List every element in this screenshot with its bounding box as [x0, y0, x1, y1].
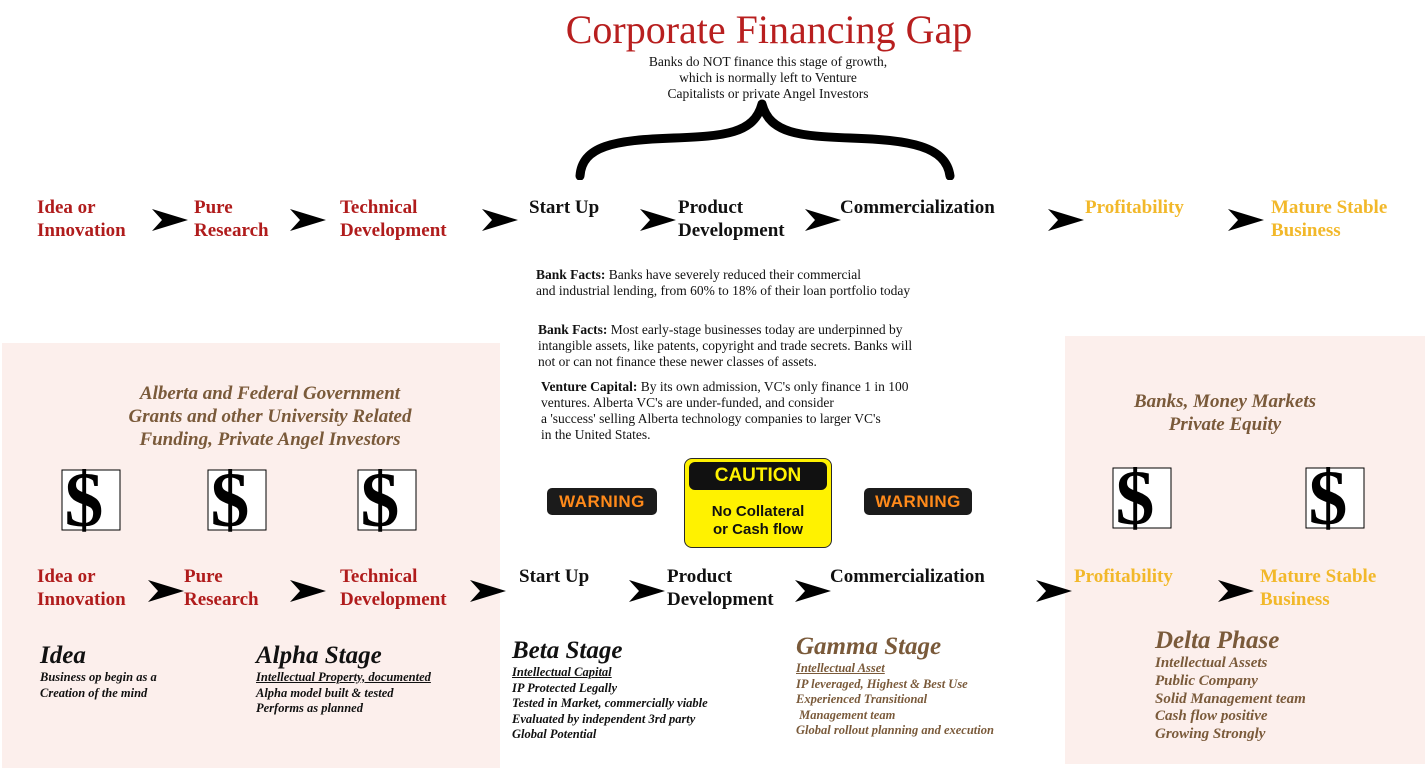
bank-fact-1 [536, 267, 1056, 299]
bottom-stage-commercialization: Commercialization [830, 566, 985, 587]
warning-sign-right: WARNING [864, 488, 972, 515]
stage-label: Business [1260, 589, 1330, 610]
subtitle-line: which is normally left to Venture [679, 70, 857, 85]
subtitle-line: Banks do NOT finance this stage of growth, [648, 54, 888, 69]
phase-line: Cash flow positive [1155, 708, 1268, 725]
bottom-stage-mature [1260, 565, 1376, 611]
top-stage-profitability: Profitability [1085, 197, 1184, 218]
phase-line: Evaluated by independent 3rd party [512, 711, 696, 726]
stage-label: Mature Stable [1260, 566, 1377, 587]
phase-line: Solid Management team [1155, 690, 1306, 707]
stage-label: Development [340, 220, 447, 241]
top-stage-commercialization: Commercialization [840, 197, 995, 218]
top-stage-technical [340, 196, 447, 242]
chevron-arrow-icon [629, 580, 665, 602]
chevron-arrow-icon [1036, 580, 1072, 602]
phase-line: Tested in Market, commercially viable [512, 696, 708, 710]
fact-text: Banks have severely reduced their commercial [605, 267, 862, 282]
caution-sign [684, 458, 832, 548]
dollar-sign-icon [1288, 460, 1368, 542]
caution-line: or Cash flow [712, 521, 803, 538]
fact-label: Bank Facts: [538, 322, 608, 337]
phase-line: Intellectual Asset [796, 661, 885, 675]
subtitle [568, 54, 968, 102]
phase-delta [1155, 627, 1306, 744]
stage-label: Idea or [37, 566, 96, 587]
fact-text: intangible assets, like patents, copyright and trade secrets. Banks will [538, 338, 913, 353]
top-stage-research [194, 196, 269, 242]
phase-line: Intellectual Assets [1155, 655, 1268, 671]
stage-label: Idea or [37, 197, 96, 218]
funding-line: Private Equity [1168, 414, 1282, 435]
fact-text: not or can not finance these newer classes of assets. [538, 354, 817, 369]
stage-label: Development [678, 220, 785, 241]
phase-title: Idea [40, 642, 86, 669]
bottom-stage-profitability: Profitability [1074, 566, 1173, 587]
svg-text:$: $ [210, 462, 250, 543]
bottom-stage-startup: Start Up [519, 566, 590, 587]
phase-line: Intellectual Property, documented [256, 670, 431, 684]
top-stage-mature [1271, 196, 1387, 242]
top-stage-startup: Start Up [529, 197, 600, 218]
stage-label: Innovation [37, 220, 126, 241]
phase-line: IP leveraged, Highest & Best Use [796, 676, 968, 691]
fact-text: ventures. Alberta VC's are under-funded, and consider [541, 395, 834, 410]
phase-title: Delta Phase [1155, 627, 1280, 654]
stage-label: Technical [340, 197, 418, 218]
phase-line: Global Potential [512, 727, 597, 741]
venture-capital-fact [541, 379, 1061, 443]
stage-label: Research [194, 220, 269, 241]
chevron-arrow-icon [482, 209, 518, 231]
chevron-arrow-icon [1048, 209, 1084, 231]
phase-line: Alpha model built & tested [256, 685, 394, 700]
fact-text: By its own admission, VC's only finance 1 in 100 [637, 379, 909, 394]
phase-title: Alpha Stage [256, 642, 382, 669]
top-stage-idea [37, 196, 126, 242]
bottom-stage-research [184, 565, 259, 611]
svg-text:$: $ [1115, 460, 1155, 541]
phase-title: Beta Stage [512, 637, 623, 664]
top-stage-product [678, 196, 785, 242]
phase-alpha [256, 642, 431, 717]
bottom-stage-idea [37, 565, 126, 611]
phase-title: Gamma Stage [796, 633, 942, 660]
phase-line: Experienced Transitional [796, 692, 928, 706]
caution-heading: CAUTION [689, 462, 827, 490]
chevron-arrow-icon [795, 580, 831, 602]
warning-sign-left: WARNING [547, 488, 657, 515]
chevron-arrow-icon [640, 209, 676, 231]
fact-label: Bank Facts: [536, 267, 606, 282]
left-funding-heading [60, 382, 480, 451]
stage-label: Mature Stable [1271, 197, 1388, 218]
bottom-stage-product [667, 565, 774, 611]
phase-line: Business op begin as a [40, 670, 157, 684]
phase-line: Intellectual Capital [512, 665, 612, 679]
funding-line: Alberta and Federal Government [139, 383, 401, 404]
dollar-sign-icon [44, 462, 124, 544]
subtitle-line: Capitalists or private Angel Investors [667, 86, 869, 101]
svg-text:$: $ [360, 462, 400, 543]
right-funding-heading [1090, 390, 1360, 436]
stage-label: Business [1271, 220, 1341, 241]
dollar-sign-icon [1095, 460, 1175, 542]
fact-text: in the United States. [541, 427, 651, 442]
phase-line: Management team [796, 707, 896, 722]
page-title: Corporate Financing Gap [565, 7, 973, 52]
stage-label: Development [667, 589, 774, 610]
phase-line: Public Company [1155, 672, 1258, 689]
bottom-stage-technical [340, 565, 447, 611]
fact-text: a 'success' selling Alberta technology companies to larger VC's [541, 411, 881, 426]
chevron-arrow-icon [152, 209, 188, 231]
phase-line: Growing Strongly [1155, 726, 1266, 743]
caution-body [685, 503, 831, 539]
svg-text:$: $ [64, 462, 104, 543]
funding-line: Funding, Private Angel Investors [139, 429, 401, 450]
fact-text: and industrial lending, from 60% to 18% of their loan portfolio today [536, 283, 911, 298]
chevron-arrow-icon [148, 580, 184, 602]
fact-label: Venture Capital: [541, 379, 638, 394]
phase-gamma [796, 633, 994, 739]
stage-label: Innovation [37, 589, 126, 610]
funding-line: Banks, Money Markets [1133, 391, 1317, 412]
fact-text: Most early-stage businesses today are underpinned by [607, 322, 903, 337]
phase-line: IP Protected Legally [512, 680, 618, 695]
curly-brace-icon [574, 98, 962, 180]
phase-line: Creation of the mind [40, 685, 148, 700]
dollar-sign-icon [190, 462, 270, 544]
chevron-arrow-icon [805, 209, 841, 231]
phase-beta [512, 637, 708, 743]
phase-idea [40, 642, 157, 701]
stage-label: Pure [184, 566, 223, 587]
chevron-arrow-icon [1228, 209, 1264, 231]
stage-label: Product [678, 197, 744, 218]
stage-label: Development [340, 589, 447, 610]
chevron-arrow-icon [1218, 580, 1254, 602]
stage-label: Pure [194, 197, 233, 218]
stage-label: Research [184, 589, 259, 610]
phase-line: Global rollout planning and execution [796, 723, 994, 737]
phase-line: Performs as planned [256, 701, 363, 715]
svg-text:$: $ [1308, 460, 1348, 541]
dollar-sign-icon [340, 462, 420, 544]
bank-fact-2 [538, 322, 1058, 370]
chevron-arrow-icon [470, 580, 506, 602]
chevron-arrow-icon [290, 209, 326, 231]
funding-line: Grants and other University Related [128, 406, 412, 427]
stage-label: Product [667, 566, 733, 587]
chevron-arrow-icon [290, 580, 326, 602]
stage-label: Technical [340, 566, 418, 587]
caution-line: No Collateral [711, 503, 805, 520]
